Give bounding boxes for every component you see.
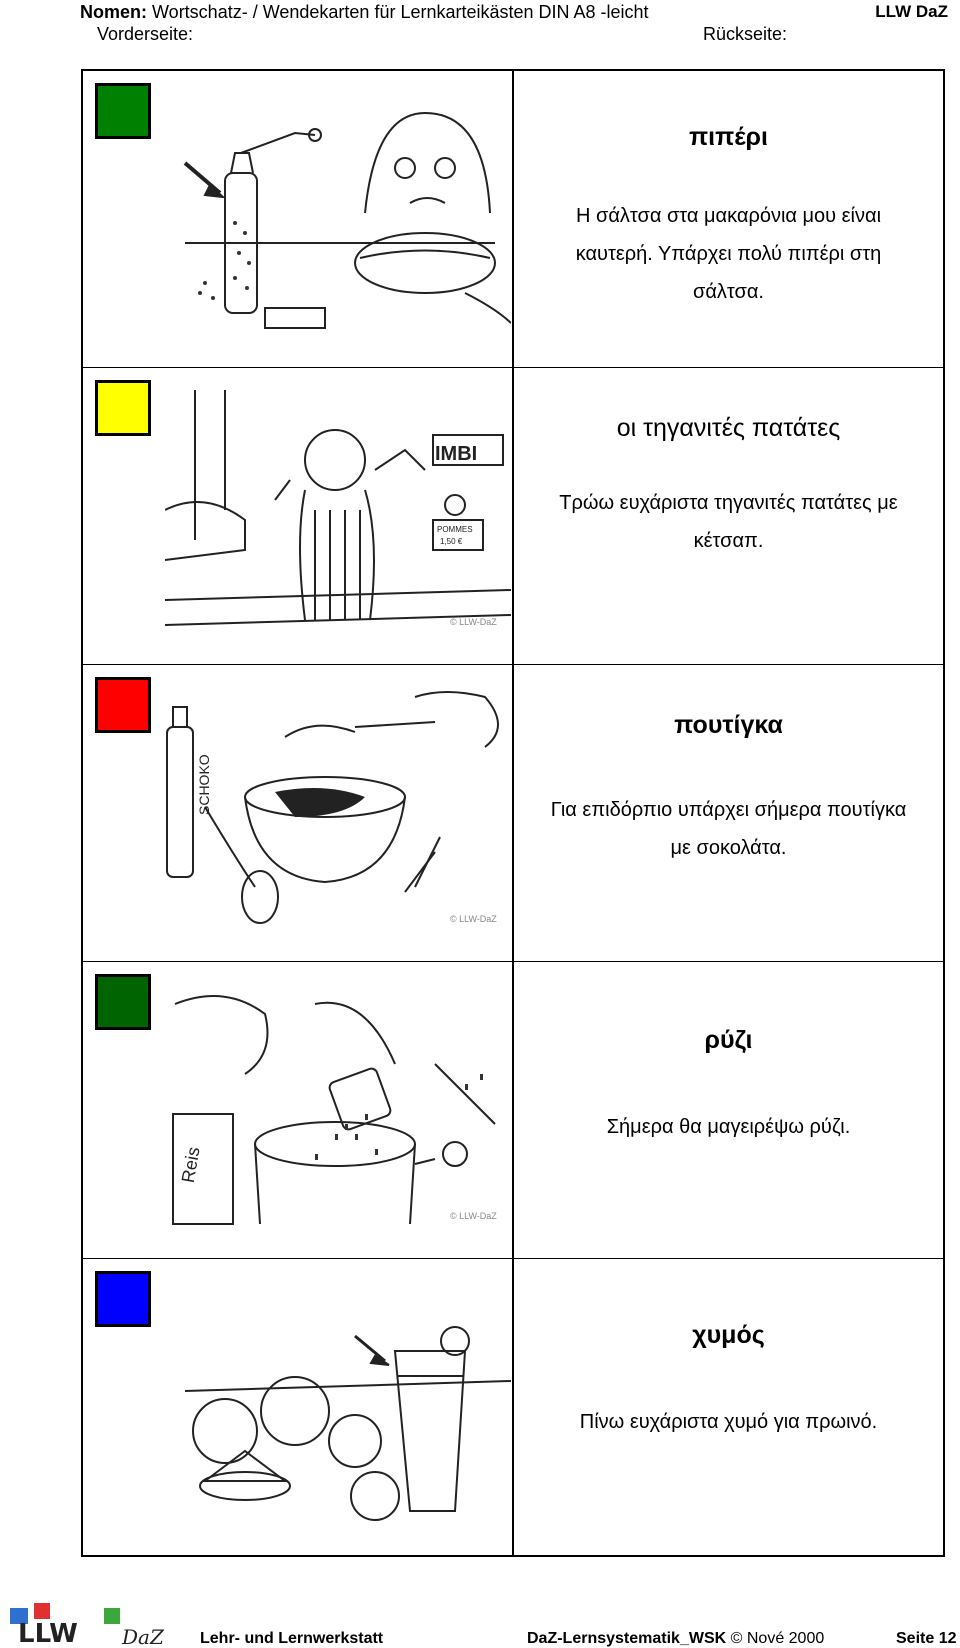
sentence-line: κέτσαπ. (693, 530, 764, 552)
sentence-line: με σοκολάτα. (670, 837, 787, 859)
header-title (80, 0, 649, 24)
illustration-text: 1,50 € (440, 537, 463, 546)
card-word: ρύζι (704, 1026, 753, 1054)
pepper-mill-illustration (165, 93, 511, 335)
illustration-text: SCHOKO (196, 754, 212, 815)
copyright-mark: © LLW-DaZ (450, 914, 497, 924)
sentence-line: Πίνω ευχάριστα χυμό για πρωινό. (579, 1411, 878, 1433)
back-label: Rückseite: (703, 24, 788, 44)
card-word: οι τηγανιτές πατάτες (616, 414, 841, 442)
llw-daz-logo (4, 1600, 174, 1647)
color-square (95, 1271, 151, 1327)
footer-org: Lehr- und Lernwerkstatt (200, 1630, 384, 1647)
card-back (514, 368, 943, 665)
sentence-line: καυτερή. Υπάρχει πολύ πιπέρι στη (575, 243, 882, 265)
header-title-bold: Nomen: (80, 2, 147, 22)
card-back (514, 1259, 943, 1556)
page-footer (0, 1600, 960, 1647)
illustration-text: IMBI (435, 443, 478, 465)
svg-text:DaZ: DaZ (122, 1625, 164, 1647)
french-fries-illustration (165, 390, 511, 632)
rice-pot-illustration (165, 984, 511, 1226)
sentence-line: Σήμερα θα μαγειρέψω ρύζι. (606, 1116, 851, 1138)
illustration-text: Reis (177, 1145, 204, 1185)
card-row (83, 368, 943, 665)
card-sentence (514, 1403, 943, 1441)
card-sentence (514, 197, 943, 311)
juice-illustration (165, 1281, 511, 1523)
svg-text:LLW: LLW (18, 1619, 78, 1647)
card-row (83, 665, 943, 962)
color-square (95, 83, 151, 139)
front-label: Vorderseite: (97, 24, 194, 44)
card-row (83, 962, 943, 1259)
card-word: πουτίγκα (674, 711, 783, 739)
card-word: πιπέρι (689, 123, 768, 151)
card-sentence (514, 484, 943, 560)
card-back (514, 665, 943, 962)
sentence-line: Για επιδόρπιο υπάρχει σήμερα πουτίγκα (550, 799, 907, 821)
sentence-line: Τρώω ευχάριστα τηγανιτές πατάτες με (559, 492, 898, 514)
card-row (83, 1259, 943, 1555)
copyright-mark: © LLW-DaZ (450, 1211, 497, 1221)
footer-series-bold: DaZ-Lernsystematik_WSK (527, 1630, 727, 1647)
header-title-rest: Wortschatz- / Wendekarten für Lernkarteikästen DIN A8 -leicht (152, 2, 649, 22)
header-brand: LLW DaZ (875, 2, 948, 21)
card-grid (81, 69, 945, 1557)
footer-series (527, 1630, 824, 1648)
footer-page: Seite 12 (896, 1630, 957, 1647)
color-square (95, 974, 151, 1030)
card-back (514, 71, 943, 368)
card-sentence (514, 791, 943, 867)
sentence-line: Η σάλτσα στα μακαρόνια μου είναι (575, 205, 882, 227)
illustration-text: POMMES (437, 525, 473, 534)
footer-series-rest: © Nové 2000 (730, 1630, 825, 1647)
card-row (83, 71, 943, 368)
copyright-mark: © LLW-DaZ (450, 617, 497, 627)
pudding-illustration (165, 687, 511, 929)
color-square (95, 677, 151, 733)
card-back (514, 962, 943, 1259)
sentence-line: σάλτσα. (693, 281, 764, 303)
color-square (95, 380, 151, 436)
card-sentence (514, 1108, 943, 1146)
card-word: χυμός (692, 1321, 765, 1349)
